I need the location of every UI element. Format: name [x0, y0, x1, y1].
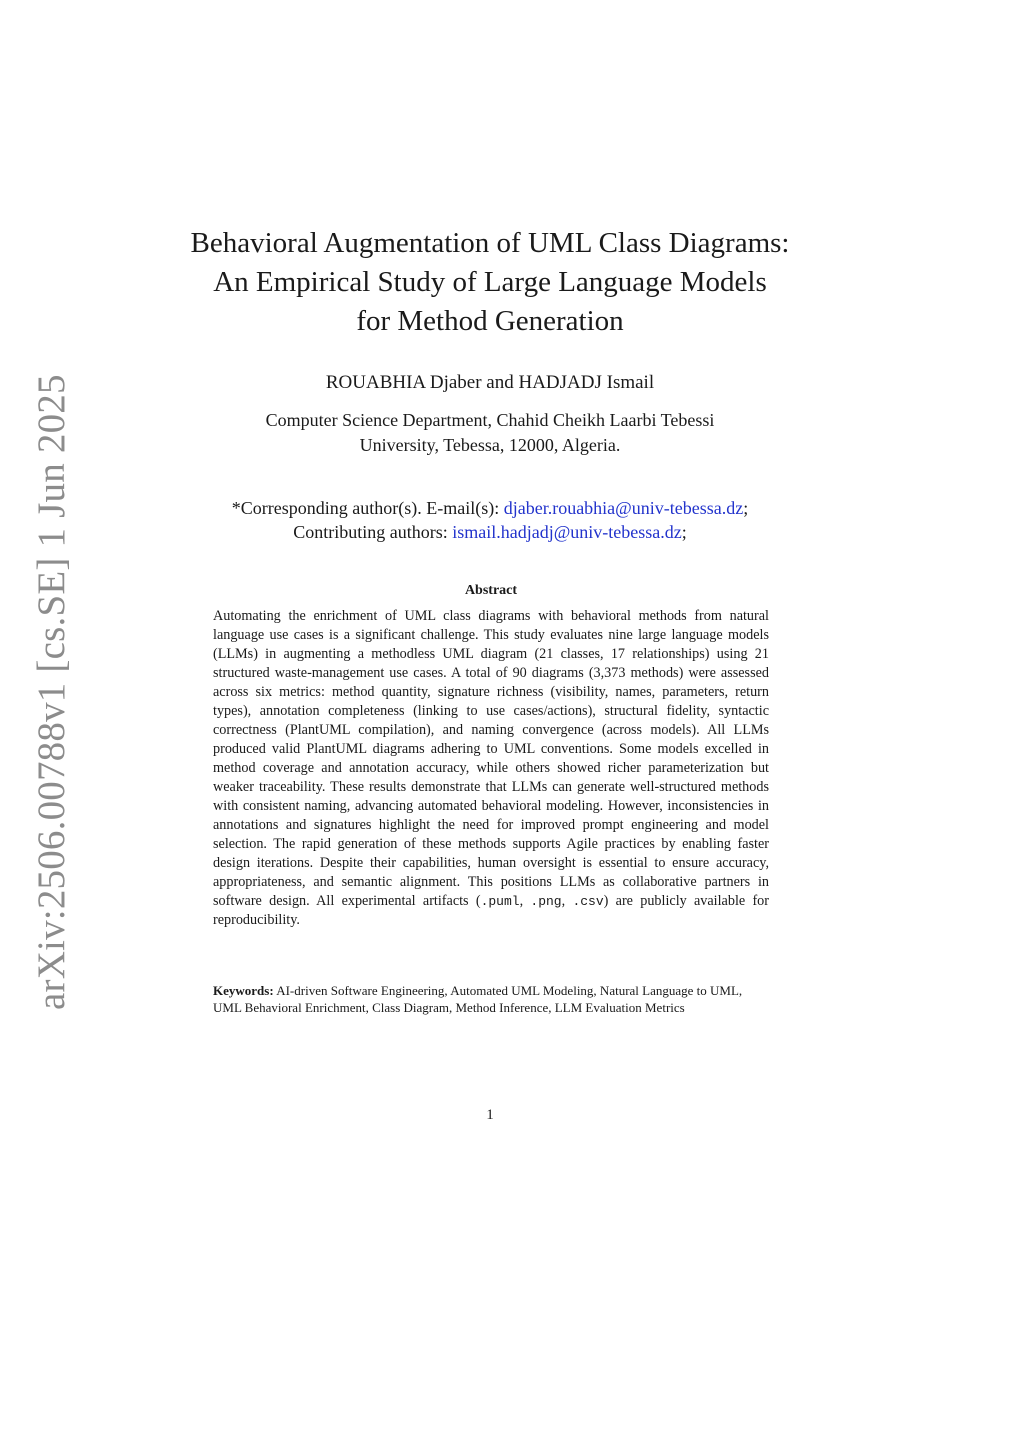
affiliation-line: University, Tebessa, 12000, Algeria. — [359, 435, 621, 455]
ext-png: .png — [530, 894, 562, 909]
abstract-heading: Abstract — [464, 583, 518, 598]
ext-csv: .csv — [572, 894, 604, 909]
contributing-suffix: ; — [681, 522, 687, 542]
contributing-label: Contributing authors: — [293, 522, 453, 542]
keywords-block — [213, 983, 769, 1016]
corresponding-email-link[interactable]: djaber.rouabhia@univ-tebessa.dz — [503, 498, 744, 518]
contributing-email-link[interactable]: ismail.hadjadj@univ-tebessa.dz — [452, 522, 682, 542]
ext-puml: .puml — [480, 894, 520, 909]
ext-separator: , — [561, 893, 573, 909]
abstract-closing-text: ) are publicly available for reproducibility. — [213, 893, 769, 928]
abstract-main-text: Automating the enrichment of UML class diagrams with behavioral methods from natural language use cases is a significant challenge. This study evaluates nine large language models (LLMs) in augmenting a methodless UML diagram (21 classes, 17 relationships) using 21 structured waste-management use cases. A total of 90 diagrams (3,373 methods) were assessed across six metrics: method quantity, signature richness (visibility, names, parameters, return types), annotation completeness (linking to use cases/actions), structural fidelity, syntactic correctness (PlantUML compilation), and naming convergence (across models). All LLMs produced valid PlantUML diagrams adhering to UML conventions. Some models excelled in method coverage and annotation accuracy, while others showed richer parameterization but weaker traceability. These results demonstrate that LLMs can generate well-structured methods with consistent naming, advancing automated behavioral modeling. However, inconsistencies in annotations and signatures highlight the need for improved prompt engineering and model selection. The rapid generation of these methods supports Agile practices by enabling faster design iterations. Despite their capabilities, human oversight is essential to ensure accuracy, appropriateness, and semantic alignment. This positions LLMs as collaborative partners in software design. All experimental artifacts ( — [213, 608, 769, 909]
paper-title — [150, 224, 830, 341]
keywords-label: Keywords: — [213, 983, 274, 998]
title-line: An Empirical Study of Large Language Models — [213, 266, 767, 298]
corresponding-label: *Corresponding author(s). E-mail(s): — [231, 498, 504, 518]
ext-separator: , — [519, 893, 531, 909]
title-line: for Method Generation — [356, 305, 624, 337]
corresponding-suffix: ; — [743, 498, 749, 518]
keywords-text: AI-driven Software Engineering, Automated UML Modeling, Natural Language to UML, UML Behavioral Enrichment, Class Diagram, Method Inference, LLM Evaluation Metrics — [213, 983, 743, 1015]
corresponding-author-line — [150, 496, 830, 520]
page-number: 1 — [486, 1107, 494, 1123]
affiliation-line: Computer Science Department, Chahid Cheikh Laarbi Tebessi — [265, 410, 715, 430]
abstract-text — [213, 607, 769, 930]
correspondence-block — [150, 496, 830, 544]
arxiv-identifier-stamp: arXiv:2506.00788v1 [cs.SE] 1 Jun 2025 — [30, 374, 73, 1010]
contributing-authors-line — [150, 520, 830, 544]
author-list: ROUABHIA Djaber and HADJADJ Ismail — [325, 372, 655, 393]
title-line: Behavioral Augmentation of UML Class Diagrams: — [190, 227, 790, 259]
affiliation — [150, 408, 830, 458]
